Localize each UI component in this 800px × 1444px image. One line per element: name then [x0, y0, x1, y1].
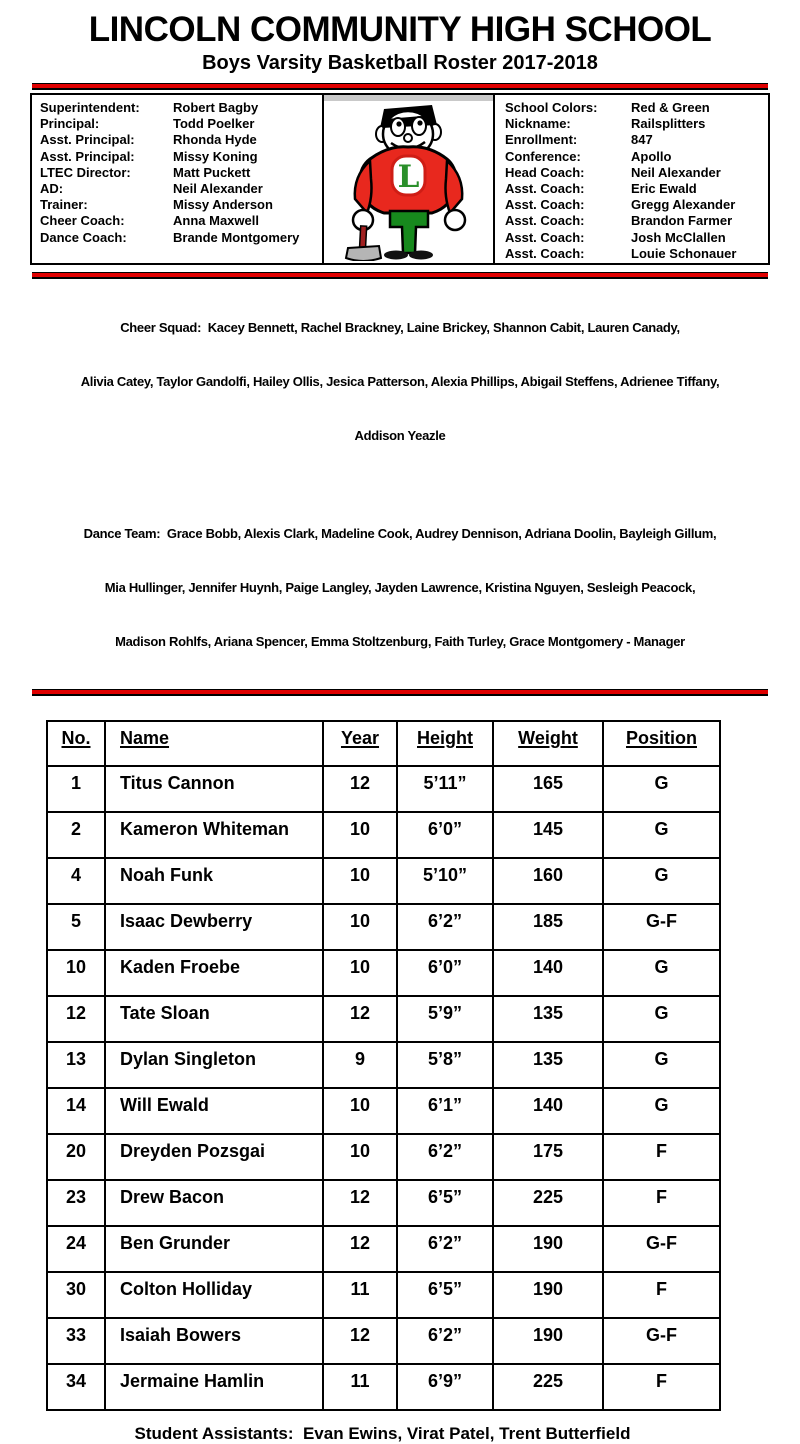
player-height: 5’9” [397, 996, 493, 1042]
player-year: 10 [323, 904, 397, 950]
info-value: Brande Montgomery [173, 229, 300, 245]
player-year: 12 [323, 1318, 397, 1364]
info-row [505, 149, 764, 165]
player-height: 5’10” [397, 858, 493, 904]
player-position: G-F [603, 1318, 720, 1364]
player-number: 23 [47, 1180, 105, 1226]
dance-team-line: Dance Team: Grace Bobb, Alexis Clark, Madeline Cook, Audrey Dennison, Adriana Doolin, Bayleigh Gillum, [83, 526, 717, 541]
table-row [47, 766, 720, 812]
player-number: 30 [47, 1272, 105, 1318]
player-number: 24 [47, 1226, 105, 1272]
player-year: 10 [323, 950, 397, 996]
info-row [505, 116, 764, 132]
info-value: Brandon Farmer [631, 213, 733, 229]
player-year: 9 [323, 1042, 397, 1088]
info-value: Robert Bagby [173, 100, 259, 115]
info-value: Anna Maxwell [173, 213, 259, 229]
cheer-squad-line: Cheer Squad: Kacey Bennett, Rachel Brackney, Laine Brickey, Shannon Cabit, Lauren Canady, [120, 320, 680, 335]
player-position: F [603, 1180, 720, 1226]
info-row [505, 230, 764, 246]
dance-team-paragraph [0, 489, 800, 687]
table-row [47, 1088, 720, 1134]
player-number: 4 [47, 858, 105, 904]
player-weight: 140 [493, 950, 603, 996]
info-row [505, 246, 764, 262]
player-year: 12 [323, 996, 397, 1042]
info-label: LTEC Director: [40, 164, 131, 180]
player-weight: 225 [493, 1364, 603, 1410]
info-value: Eric Ewald [631, 181, 697, 197]
table-row [47, 1318, 720, 1364]
table-row [47, 1180, 720, 1226]
mascot-letter-emblem [392, 156, 425, 195]
player-position: G-F [603, 1226, 720, 1272]
player-name: Noah Funk [105, 858, 323, 904]
column-header-position: Position [603, 721, 720, 766]
player-name: Will Ewald [105, 1088, 323, 1134]
info-label: Asst. Coach: [505, 197, 585, 213]
player-name: Titus Cannon [105, 766, 323, 812]
table-row [47, 1134, 720, 1180]
info-label: Nickname: [505, 116, 571, 132]
info-row [40, 149, 318, 165]
player-position: G-F [603, 904, 720, 950]
info-value: Todd Poelker [173, 116, 255, 132]
player-year: 10 [323, 1134, 397, 1180]
info-label: Enrollment: [505, 132, 578, 148]
info-value: 847 [631, 132, 653, 148]
info-value: Red & Green [631, 100, 710, 115]
railsplitter-mascot-image [334, 101, 484, 261]
info-row [40, 213, 318, 229]
info-row [40, 181, 318, 197]
info-row [40, 165, 318, 181]
dance-team-line: Madison Rohlfs, Ariana Spencer, Emma Stoltzenburg, Faith Turley, Grace Montgomery - Manager [115, 634, 685, 649]
info-row [40, 100, 318, 116]
info-row [40, 197, 318, 213]
info-row [505, 181, 764, 197]
student-assistants-line: Student Assistants: Evan Ewins, Virat Patel, Trent Butterfield [134, 1424, 631, 1443]
info-value: Neil Alexander [631, 164, 721, 180]
player-name: Kaden Froebe [105, 950, 323, 996]
player-position: G [603, 950, 720, 996]
player-weight: 225 [493, 1180, 603, 1226]
table-row [47, 1364, 720, 1410]
table-row [47, 1272, 720, 1318]
player-height: 6’0” [397, 950, 493, 996]
info-panel [30, 93, 770, 265]
info-row [505, 165, 764, 181]
page-subtitle: Boys Varsity Basketball Roster 2017-2018 [202, 52, 598, 74]
info-row [505, 100, 764, 116]
info-label: Superintendent: [40, 100, 140, 115]
player-height: 6’9” [397, 1364, 493, 1410]
roster-table [46, 720, 721, 1411]
table-row [47, 1042, 720, 1088]
info-label: Trainer: [40, 197, 88, 213]
info-value: Louie Schonauer [631, 245, 737, 261]
player-position: G [603, 1088, 720, 1134]
player-year: 12 [323, 766, 397, 812]
info-label: Cheer Coach: [40, 213, 125, 229]
player-year: 10 [323, 812, 397, 858]
svg-text:L: L [397, 159, 419, 195]
column-header-weight: Weight [493, 721, 603, 766]
info-label: Asst. Principal: [40, 132, 135, 148]
info-value: Apollo [631, 148, 672, 164]
player-position: F [603, 1364, 720, 1410]
info-label: Head Coach: [505, 164, 585, 180]
table-row [47, 858, 720, 904]
player-weight: 135 [493, 1042, 603, 1088]
player-position: G [603, 812, 720, 858]
red-divider-middle [32, 272, 768, 279]
cheer-squad-line: Alivia Catey, Taylor Gandolfi, Hailey Ollis, Jesica Patterson, Alexia Phillips, Abigail Steffens, Adrienee Tiffany, [80, 374, 720, 389]
player-height: 6’2” [397, 1318, 493, 1364]
player-height: 6’5” [397, 1272, 493, 1318]
player-name: Tate Sloan [105, 996, 323, 1042]
player-height: 5’11” [397, 766, 493, 812]
mascot-cell [324, 95, 495, 263]
table-row [47, 904, 720, 950]
mascot-pants [384, 211, 433, 260]
info-value: Missy Anderson [173, 197, 273, 213]
info-value: Railsplitters [631, 116, 706, 132]
column-header-name: Name [105, 721, 323, 766]
column-header-year: Year [323, 721, 397, 766]
player-year: 12 [323, 1180, 397, 1226]
cheer-squad-line: Addison Yeazle [354, 428, 446, 443]
info-row [505, 132, 764, 148]
info-value: Matt Puckett [173, 164, 251, 180]
player-name: Isaac Dewberry [105, 904, 323, 950]
player-weight: 165 [493, 766, 603, 812]
info-row [505, 213, 764, 229]
page-title: LINCOLN COMMUNITY HIGH SCHOOL [88, 10, 712, 49]
player-number: 10 [47, 950, 105, 996]
dance-team-line: Mia Hullinger, Jennifer Huynh, Paige Langley, Jayden Lawrence, Kristina Nguyen, Sesleigh Peacock, [104, 580, 696, 595]
info-row [40, 132, 318, 148]
player-weight: 190 [493, 1226, 603, 1272]
player-position: F [603, 1134, 720, 1180]
player-number: 34 [47, 1364, 105, 1410]
player-number: 1 [47, 766, 105, 812]
red-divider-bottom [32, 689, 768, 696]
red-divider-top [32, 83, 768, 90]
info-label: Dance Coach: [40, 229, 127, 245]
table-row [47, 950, 720, 996]
info-value: Gregg Alexander [631, 197, 736, 213]
table-row [47, 1226, 720, 1272]
axe-icon [346, 226, 381, 261]
player-position: G [603, 858, 720, 904]
info-row [40, 116, 318, 132]
player-position: G [603, 1042, 720, 1088]
player-year: 11 [323, 1272, 397, 1318]
school-info-box [495, 95, 768, 263]
staff-info-box [32, 95, 324, 263]
player-year: 10 [323, 858, 397, 904]
player-year: 12 [323, 1226, 397, 1272]
column-header-no: No. [47, 721, 105, 766]
player-name: Dylan Singleton [105, 1042, 323, 1088]
info-label: Asst. Coach: [505, 213, 585, 229]
player-height: 6’2” [397, 904, 493, 950]
info-value: Neil Alexander [173, 181, 263, 197]
info-label: Asst. Coach: [505, 181, 585, 197]
player-position: F [603, 1272, 720, 1318]
info-value: Missy Koning [173, 148, 258, 164]
column-header-height: Height [397, 721, 493, 766]
player-weight: 135 [493, 996, 603, 1042]
player-height: 6’1” [397, 1088, 493, 1134]
info-label: Principal: [40, 116, 100, 132]
info-label: AD: [40, 181, 64, 197]
player-number: 12 [47, 996, 105, 1042]
info-label: Asst. Coach: [505, 229, 585, 245]
info-row [505, 197, 764, 213]
cheer-squad-paragraph [0, 283, 800, 481]
player-year: 11 [323, 1364, 397, 1410]
player-name: Ben Grunder [105, 1226, 323, 1272]
player-name: Isaiah Bowers [105, 1318, 323, 1364]
player-name: Drew Bacon [105, 1180, 323, 1226]
info-row [40, 230, 318, 246]
player-number: 13 [47, 1042, 105, 1088]
player-height: 6’2” [397, 1226, 493, 1272]
roster-header-row [47, 721, 720, 766]
player-number: 5 [47, 904, 105, 950]
player-number: 2 [47, 812, 105, 858]
info-value: Rhonda Hyde [173, 132, 257, 148]
player-weight: 175 [493, 1134, 603, 1180]
player-position: G [603, 766, 720, 812]
player-weight: 190 [493, 1272, 603, 1318]
player-year: 10 [323, 1088, 397, 1134]
player-number: 14 [47, 1088, 105, 1134]
info-label: Asst. Principal: [40, 148, 135, 164]
player-number: 33 [47, 1318, 105, 1364]
player-position: G [603, 996, 720, 1042]
player-name: Kameron Whiteman [105, 812, 323, 858]
player-height: 5’8” [397, 1042, 493, 1088]
player-height: 6’2” [397, 1134, 493, 1180]
player-weight: 140 [493, 1088, 603, 1134]
info-label: Asst. Coach: [505, 245, 585, 261]
player-height: 6’5” [397, 1180, 493, 1226]
player-weight: 145 [493, 812, 603, 858]
player-number: 20 [47, 1134, 105, 1180]
table-row [47, 996, 720, 1042]
player-weight: 185 [493, 904, 603, 950]
player-name: Jermaine Hamlin [105, 1364, 323, 1410]
player-height: 6’0” [397, 812, 493, 858]
player-weight: 190 [493, 1318, 603, 1364]
player-weight: 160 [493, 858, 603, 904]
info-label: School Colors: [505, 100, 598, 115]
info-label: Conference: [505, 148, 581, 164]
info-value: Josh McClallen [631, 229, 726, 245]
player-name: Dreyden Pozsgai [105, 1134, 323, 1180]
table-row [47, 812, 720, 858]
player-name: Colton Holliday [105, 1272, 323, 1318]
